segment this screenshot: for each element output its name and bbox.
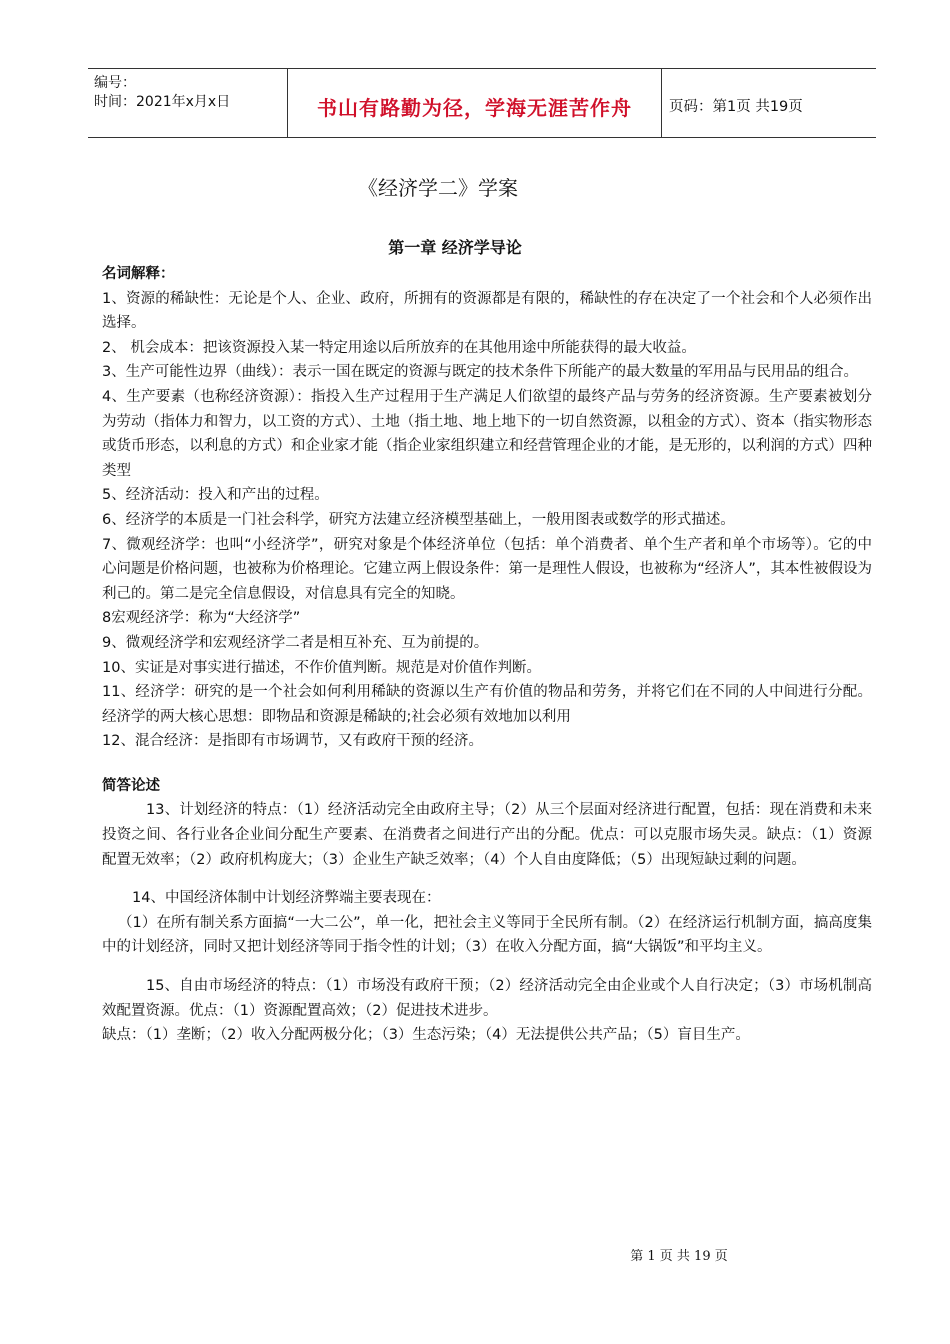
question-14-body: （1）在所有制关系方面搞“一大二公”，单一化，把社会主义等同于全民所有制。（2）在经济运行机制方面，搞高度集中的计划经济，同时又把计划经济等同于指令性的计划；（3）在收入分配方面，搞“大锅饭”和平均主义。 <box>102 914 872 956</box>
document-date: 时间：2021年x月x日 <box>94 94 231 110</box>
term-item: 4、生产要素（也称经济资源）：指投入生产过程用于生产满足人们欲望的最终产品与劳务的经济资源。生产要素被划分为劳动（指体力和智力，以工资的方式）、土地（指土地、地上地下的一切自然资源，以租金的方式）、资本（指实物形态或货币形态，以利息的方式）和企业家才能（指企业家组织建立和经营管理企业的才能，是无形的，以利润的方式）四种类型 <box>102 388 872 479</box>
term-item: 5、经济活动：投入和产出的过程。 <box>102 487 329 504</box>
document-number: 编号： <box>94 75 136 91</box>
question-13: 13、计划经济的特点：（1）经济活动完全由政府主导；（2）从三个层面对经济进行配置，包括：现在消费和未来投资之间、各行业各企业间分配生产要素、在消费者之间进行产出的分配。优点：可以克服市场失灵。缺点：（1）资源配置无效率；（2）政府机构庞大；（3）企业生产缺乏效率；（4）个人自由度降低；（5）出现短缺过剩的问题。 <box>102 802 872 868</box>
page-footer <box>0 1245 950 1264</box>
document-title <box>0 172 950 201</box>
document-title-text: 《经济学二》学案 <box>358 176 518 200</box>
term-item: 10、实证是对事实进行描述，不作价值判断。规范是对价值作判断。 <box>102 659 541 676</box>
chapter-heading-text: 第一章 经济学导论 <box>388 238 522 257</box>
term-item: 2、 机会成本：把该资源投入某一特定用途以后所放弃的在其他用途中所能获得的最大收益。 <box>102 339 696 356</box>
document-header <box>88 68 876 138</box>
question-14-title: 14、中国经济体制中计划经济弊端主要表现在： <box>132 890 441 907</box>
term-item: 7、微观经济学：也叫“小经济学”，研究对象是个体经济单位（包括：单个消费者、单个生产者和单个市场等）。它的中心问题是价格问题，也被称为价格理论。它建立两上假设条件：第一是理性人假设，也被称为“经济人”，其本性被假设为利己的。第二是完全信息假设，对信息具有完全的知晓。 <box>102 536 872 602</box>
page-indicator: 页码：第1页 共19页 <box>669 99 803 115</box>
term-item: 12、混合经济：是指即有市场调节，又有政府干预的经济。 <box>102 733 483 750</box>
footer-page-number: 第 1 页 共 19 页 <box>630 1249 728 1264</box>
spacer <box>102 872 872 886</box>
term-item: 8宏观经济学：称为“大经济学” <box>102 610 301 627</box>
motto: 书山有路勤为径，学海无涯苦作舟 <box>317 96 632 120</box>
question-15-cons: 缺点：（1）垄断；（2）收入分配两极分化；（3）生态污染；（4）无法提供公共产品；（5）盲目生产。 <box>102 1027 750 1044</box>
term-item: 6、经济学的本质是一门社会科学，研究方法建立经济模型基础上，一般用图表或数学的形式描述。 <box>102 511 735 528</box>
header-meta <box>88 69 286 137</box>
term-item: 11、经济学：研究的是一个社会如何利用稀缺的资源以生产有价值的物品和劳务，并将它们在不同的人中间进行分配。经济学的两大核心思想：即物品和资源是稀缺的;社会必须有效地加以利用 <box>102 684 872 725</box>
qa-heading: 简答论述 <box>102 777 160 794</box>
term-item: 3、生产可能性边界（曲线）：表示一国在既定的资源与既定的技术条件下所能产的最大数量的军用品与民用品的组合。 <box>102 364 858 381</box>
header-motto-cell <box>287 69 662 137</box>
chapter-heading <box>0 235 950 258</box>
term-item: 1、资源的稀缺性：无论是个人、企业、政府，所拥有的资源都是有限的，稀缺性的存在决定了一个社会和个人必须作出选择。 <box>102 290 872 332</box>
question-15: 15、自由市场经济的特点：（1）市场没有政府干预；（2）经济活动完全由企业或个人自行决定；（3）市场机制高效配置资源。优点：（1）资源配置高效；（2）促进技术进步。 <box>102 978 872 1019</box>
terms-heading: 名词解释： <box>102 266 175 282</box>
term-item: 9、微观经济学和宏观经济学二者是相互补充、互为前提的。 <box>102 634 489 651</box>
spacer <box>102 960 872 974</box>
spacer <box>102 754 872 774</box>
header-page-cell <box>661 69 876 137</box>
document-body <box>102 262 872 1048</box>
